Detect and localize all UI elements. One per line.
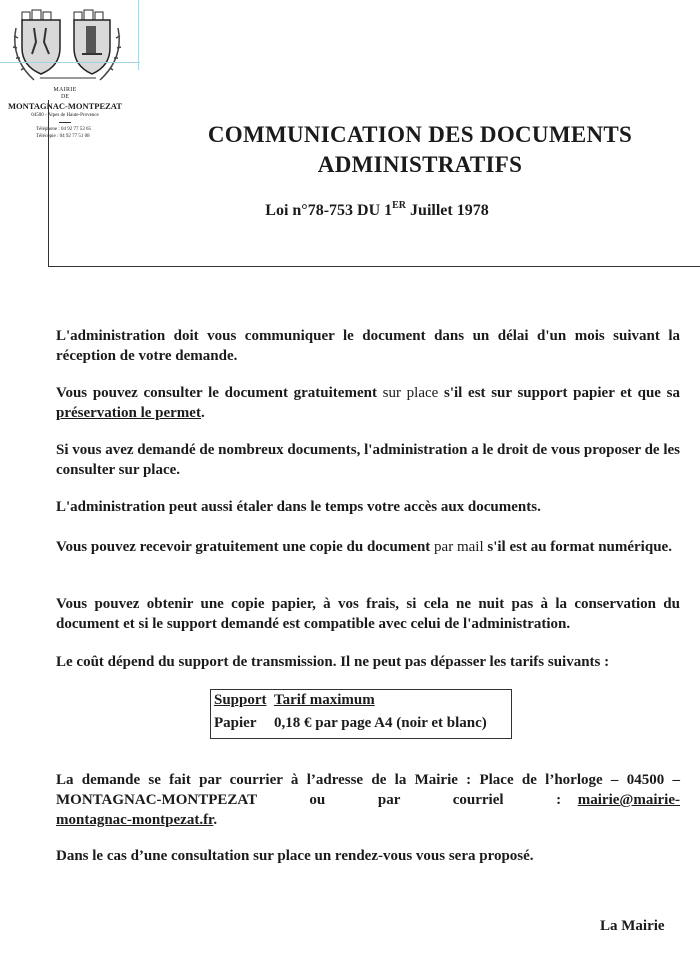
p8-part-a: La demande se fait par courrier à l’adresse de la Mairie : Place de l’horloge – 04500 – bbox=[56, 772, 680, 788]
email-link[interactable]: mairie@mairie-montagnac-montpezat.fr bbox=[56, 792, 680, 828]
p5-part-a: Vous pouvez recevoir gratuitement une copie du document bbox=[56, 539, 435, 555]
tariff-header-row bbox=[214, 692, 375, 709]
letterhead-department: 04500 - Alpes de Haute-Provence bbox=[31, 113, 99, 118]
letterhead-fax: Télécopie : 04 92 77 51 08 bbox=[36, 134, 90, 139]
municipal-coat-of-arms-icon bbox=[12, 8, 124, 90]
page-title bbox=[140, 120, 700, 180]
tariff-header-tarif: Tarif maximum bbox=[274, 692, 375, 708]
p2-underlined: préservation le permet bbox=[56, 405, 201, 421]
law-reference bbox=[212, 200, 542, 220]
tariff-header-support: Support bbox=[214, 692, 267, 708]
paragraph-many-documents: Si vous avez demandé de nombreux documents, l'administration a le droit de vous proposer de les consulter sur place. bbox=[56, 442, 680, 478]
tariff-row-support: Papier bbox=[214, 715, 257, 731]
paragraph-request-address bbox=[56, 770, 680, 830]
law-suffix: Juillet 1978 bbox=[406, 202, 489, 219]
p8-part-c bbox=[561, 792, 578, 808]
tariff-row-price: 0,18 € par page A4 (noir et blanc) bbox=[274, 715, 487, 731]
p2-part-a: Vous pouvez consulter le document gratuitement bbox=[56, 385, 383, 401]
p2-part-e: . bbox=[200, 405, 205, 421]
signature: La Mairie bbox=[600, 918, 665, 934]
header-rule-horizontal bbox=[0, 62, 140, 63]
paragraph-paper-copy: Vous pouvez obtenir une copie papier, à vos frais, si cela ne nuit pas à la conservation du document et si le support demandé est compatible avec celui de l'administration. bbox=[56, 596, 680, 632]
paragraph-consult bbox=[56, 383, 680, 423]
law-prefix: Loi n°78-753 DU 1 bbox=[265, 202, 393, 219]
header-rule-vertical bbox=[138, 0, 139, 70]
letterhead-line1: MAIRIE bbox=[53, 87, 77, 93]
letterhead-phone: Téléphone : 04 92 77 53 65 bbox=[36, 127, 91, 132]
tariff-row bbox=[214, 715, 487, 732]
title-line1: COMMUNICATION DES DOCUMENTS bbox=[207, 122, 633, 147]
paragraph-delay: L'administration doit vous communiquer le document dans un délai d'un mois suivant la réception de votre demande. bbox=[56, 328, 680, 364]
paragraph-email-copy bbox=[56, 537, 680, 557]
p2-part-c: s'il est sur support papier et que sa bbox=[438, 385, 680, 401]
p5-part-c: s'il est au format numérique. bbox=[483, 539, 672, 555]
paragraph-cost: Le coût dépend du support de transmission. Il ne peut pas dépasser les tarifs suivants : bbox=[56, 654, 610, 670]
title-line2: ADMINISTRATIFS bbox=[317, 152, 523, 177]
letterhead-line2: DE bbox=[61, 94, 69, 100]
paragraph-spread-access: L'administration peut aussi étaler dans le temps votre accès aux documents. bbox=[56, 499, 541, 515]
p8-part-b: MONTAGNAC-MONTPEZAT ou par courriel : bbox=[56, 792, 562, 808]
p8-part-d: . bbox=[213, 812, 218, 828]
law-superscript: ER bbox=[392, 200, 407, 211]
p2-part-b: sur place bbox=[382, 385, 439, 401]
tariff-table bbox=[210, 689, 512, 739]
paragraph-appointment: Dans le cas d’une consultation sur place un rendez-vous vous sera proposé. bbox=[56, 848, 534, 864]
p5-part-b: par mail bbox=[434, 539, 484, 555]
letterhead-town: MONTAGNAC-MONTPEZAT bbox=[8, 101, 122, 111]
